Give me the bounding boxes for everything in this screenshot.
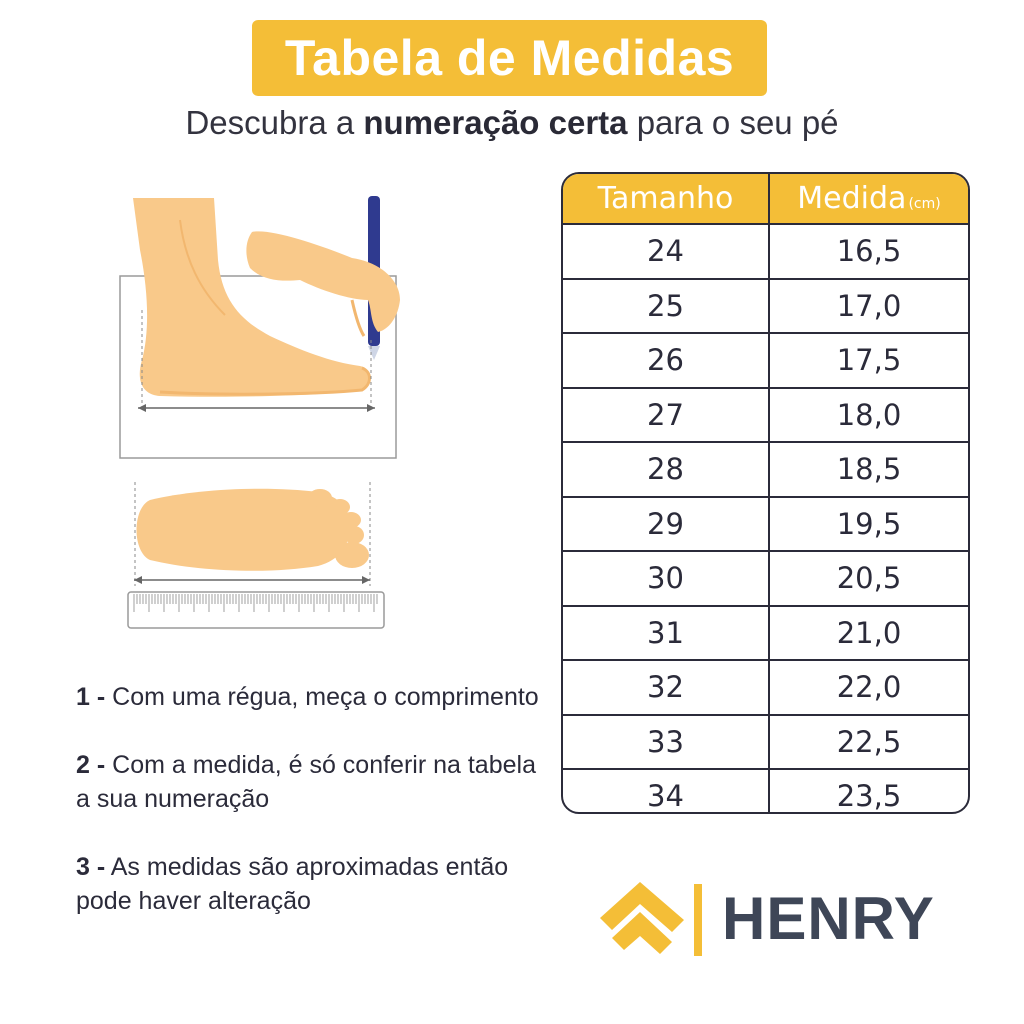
- table-row: [563, 223, 968, 278]
- measure-foot-illustration: [100, 180, 400, 640]
- size-cell: 34: [563, 770, 770, 814]
- measure-cell: 20,5: [836, 561, 902, 596]
- table-row: [563, 332, 968, 387]
- header-size: Tamanho: [563, 174, 770, 223]
- brand-name: HENRY: [722, 885, 935, 952]
- step-text: As medidas são aproximadas então pode haver alteração: [76, 853, 509, 915]
- step-text: Com uma régua, meça o comprimento: [105, 683, 539, 711]
- size-table: [561, 172, 970, 814]
- measure-cell: 17,5: [836, 343, 902, 378]
- table-row: [563, 768, 968, 814]
- page-title: Tabela de Medidas: [284, 30, 735, 86]
- step-number: 1 -: [76, 683, 106, 711]
- size-cell: 26: [563, 334, 770, 387]
- table-row: [563, 605, 968, 660]
- instruction-step: [76, 850, 546, 918]
- size-cell: 28: [563, 443, 770, 496]
- size-cell: 29: [563, 498, 770, 551]
- size-cell: 33: [563, 716, 770, 769]
- table-header: [563, 174, 968, 223]
- size-cell: 30: [563, 552, 770, 605]
- size-cell: 31: [563, 607, 770, 660]
- size-cell: 24: [563, 225, 770, 278]
- table-row: [563, 387, 968, 442]
- table-row: [563, 441, 968, 496]
- step-number: 2 -: [76, 751, 106, 779]
- header-unit: (cm): [908, 195, 941, 212]
- subtitle-pre: Descubra a: [185, 104, 364, 141]
- table-row: [563, 714, 968, 769]
- size-cell: 32: [563, 661, 770, 714]
- size-cell: 27: [563, 389, 770, 442]
- table-row: [563, 550, 968, 605]
- header-measure: [770, 174, 968, 223]
- measure-cell: 22,0: [836, 670, 902, 705]
- table-row: [563, 496, 968, 551]
- table-row: [563, 278, 968, 333]
- instructions: [76, 680, 546, 952]
- subtitle: [0, 104, 1024, 142]
- measure-cell: 18,5: [836, 452, 902, 487]
- foot-top-icon: [137, 489, 370, 571]
- measure-cell: 21,0: [836, 615, 902, 650]
- instruction-step: [76, 680, 546, 714]
- measure-cell: 22,5: [836, 724, 902, 759]
- title-banner: [252, 20, 767, 96]
- step-text: Com a medida, é só conferir na tabela a sua numeração: [76, 751, 536, 813]
- measure-cell: 23,5: [836, 779, 902, 814]
- measure-cell: 19,5: [836, 506, 902, 541]
- measure-cell: 18,0: [836, 397, 902, 432]
- instruction-step: [76, 748, 546, 816]
- ruler-icon: [128, 592, 384, 628]
- measure-cell: 16,5: [836, 234, 902, 269]
- table-row: [563, 659, 968, 714]
- size-cell: 25: [563, 280, 770, 333]
- header-measure-label: Medida: [797, 181, 907, 216]
- subtitle-bold: numeração certa: [363, 104, 628, 141]
- subtitle-post: para o seu pé: [627, 104, 839, 141]
- step-number: 3 -: [76, 853, 106, 881]
- measure-cell: 17,0: [836, 288, 902, 323]
